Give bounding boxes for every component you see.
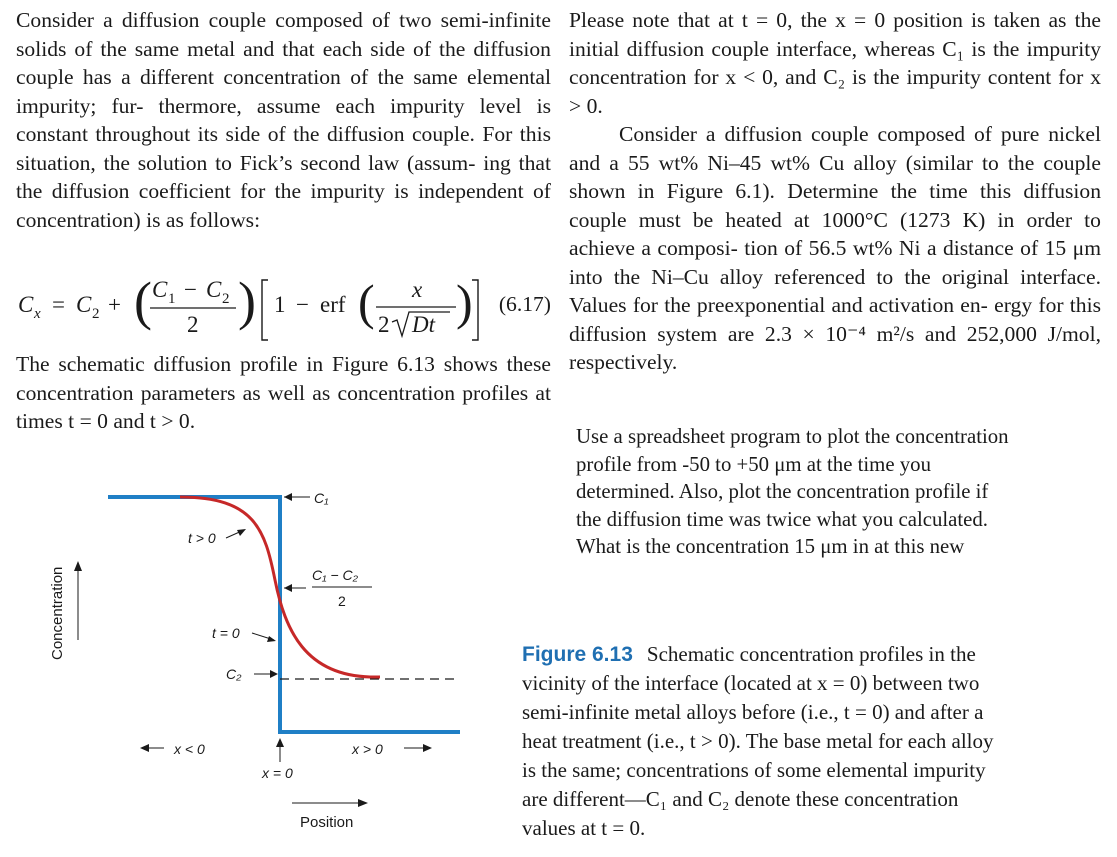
text-line: Consider a diffusion couple composed of two (16, 8, 432, 32)
eq-paren2-left: ( (358, 274, 375, 330)
label-x-eq-0: x = 0 (262, 765, 293, 781)
x-lt-0-arrow-icon (140, 744, 149, 752)
equation-number: (6.17) (498, 292, 551, 316)
eq-dt: Dt (412, 312, 435, 337)
caption-line: values at t = 0. (522, 816, 646, 840)
text-line: 1000°C (1273 K) in order to achieve a composi- (569, 207, 1101, 260)
text-line: and 252,000 J/mol, respectively. (569, 321, 1101, 374)
axis-label-concentration: Concentration (49, 566, 66, 660)
figure-reference-paragraph (16, 350, 551, 436)
eq-equals: = (52, 292, 65, 317)
c2-arrow-icon (270, 670, 278, 678)
eq-num-c2: C (206, 277, 222, 302)
caption-first-line (522, 640, 1102, 669)
equation-graphic (16, 264, 486, 346)
eq-lhs: C (18, 292, 34, 317)
text-line: each side of the diffusion couple has a different (16, 36, 551, 89)
caption-line: is the same; concentrations of some elemental impurity (522, 758, 986, 782)
text-line: What is the concentration 15 μm in at this new (576, 535, 965, 559)
text-line: concentration profiles at times t = 0 and t > 0. (16, 380, 551, 433)
label-t-eq-0: t = 0 (212, 625, 240, 641)
text-line: The schematic diffusion profile in Figure 6.13 (16, 352, 435, 376)
label-c1: C₁ (314, 490, 329, 506)
figure-label: Figure 6.13 (522, 643, 633, 666)
x-eq-0-arrow-icon (276, 738, 284, 747)
text-line: determined. Also, plot the concentration profile if (576, 480, 989, 504)
caption-line: semi-infinite metal alloys before (i.e., t = 0) and after a (522, 700, 984, 724)
c1-arrow-icon (284, 493, 292, 501)
label-x-lt-0: x < 0 (174, 741, 205, 757)
text-line: semi-infinite solids of the same metal and that (16, 8, 551, 61)
caption-line: vicinity of the interface (located at x = 0) between two (522, 671, 980, 695)
equation-6-17 (16, 264, 551, 346)
text-line: Use a spreadsheet program to plot the concentration (576, 425, 1009, 448)
caption-line: heat treatment (i.e., t > 0). The base metal for each alloy (522, 729, 994, 753)
problem-paragraph (569, 120, 1101, 377)
label-t-gt-0: t > 0 (188, 530, 216, 546)
eq-paren-right: ) (238, 271, 256, 331)
t-eq-0-arrow-icon (267, 636, 276, 642)
text-line: is the impurity content for x > 0. (569, 65, 1101, 118)
eq-paren-left: ( (134, 271, 152, 331)
x-axis-arrow-icon (358, 799, 368, 807)
figure-caption (522, 640, 1102, 843)
text-line: Values for the preexponential and activation en- (569, 293, 988, 317)
text-line: thermore, assume each impurity level is constant (16, 93, 551, 146)
label-c2: C₂ (226, 666, 242, 682)
label-mid-numerator: C₁ − C₂ (312, 567, 358, 583)
eq-plus: + (108, 292, 121, 317)
left-column (16, 6, 551, 234)
text-line: concentration of the same elemental impurity; fur- (16, 65, 551, 118)
text-line: Please note that at t = 0, the x = 0 position is taken (569, 8, 1041, 32)
eq-bracket-left (262, 280, 268, 340)
text-line: the diffusion time was twice what you calculated. (576, 507, 988, 531)
text-line: shows these concentration parameters as well as (16, 352, 551, 405)
eq-c2-sub: 2 (92, 306, 100, 322)
eq-two: 2 (378, 312, 390, 337)
label-x-gt-0: x > 0 (352, 741, 383, 757)
eq-x: x (412, 277, 423, 302)
text-line: to the couple shown in Figure 6.1). Determine (569, 150, 1101, 203)
eq-num-c2-sub: 2 (222, 291, 230, 307)
caption-line: Schematic concentration profiles in the (646, 642, 976, 666)
text-line: profile from -50 to +50 μm at the time you (576, 452, 931, 476)
eq-paren2-right: ) (456, 274, 473, 330)
text-line: C₁ is the impurity concentration for x < 0, and C₂ (569, 36, 1101, 89)
text-line: Ni–Cu alloy referenced to the original interface. (651, 264, 1101, 289)
text-line: independent of concentration) is as follows: (16, 179, 551, 232)
eq-num-c1: C (152, 277, 168, 302)
eq-num-minus: − (184, 277, 197, 302)
eq-one: 1 (274, 292, 286, 317)
midpoint-arrow-icon (284, 584, 292, 592)
eq-den: 2 (187, 312, 199, 337)
intro-paragraph (16, 6, 551, 234)
text-line: the time this diffusion couple must be heated at (569, 179, 1101, 232)
text-line: Consider a diffusion couple composed of pure (619, 122, 1040, 146)
y-axis-arrow-icon (74, 561, 82, 571)
text-line: situation, the solution to Fick’s second law (assum- (16, 150, 476, 175)
text-line: nickel and a 55 wt% Ni–45 wt% Cu alloy (similar (569, 122, 1101, 175)
text-line: throughout its side of the diffusion couple. For this (95, 122, 552, 146)
figure-6-13-schematic (40, 470, 480, 840)
axis-label-position: Position (300, 814, 354, 831)
eq-lhs-sub: x (34, 306, 41, 322)
text-line: ergy for this diffusion system are 2.3 × 10⁻⁴ m²/s (569, 293, 1102, 346)
text-line: ing that the diffusion coefficient for the impurity is (16, 150, 551, 203)
eq-bracket-right (472, 280, 478, 340)
text-line: as the initial diffusion couple interface, whereas (569, 8, 1101, 61)
label-mid-denominator: 2 (338, 593, 346, 609)
spreadsheet-exercise (576, 423, 1098, 561)
x-gt-0-arrow-icon (423, 744, 432, 752)
caption-line: are different—C₁ and C₂ denote these concentration (522, 787, 959, 811)
left-column-2 (16, 350, 551, 436)
schematic-svg (40, 470, 480, 840)
eq-c2: C (76, 292, 92, 317)
t-gt-0-arrow-icon (237, 529, 246, 536)
interface-note-paragraph (569, 6, 1101, 120)
eq-minus2: − (296, 292, 309, 317)
text-line: tion of 56.5 wt% Ni a distance of 15 μm into the (569, 236, 1102, 289)
eq-erf: erf (320, 292, 346, 317)
right-column (569, 6, 1101, 377)
eq-num-c1-sub: 1 (168, 291, 176, 307)
